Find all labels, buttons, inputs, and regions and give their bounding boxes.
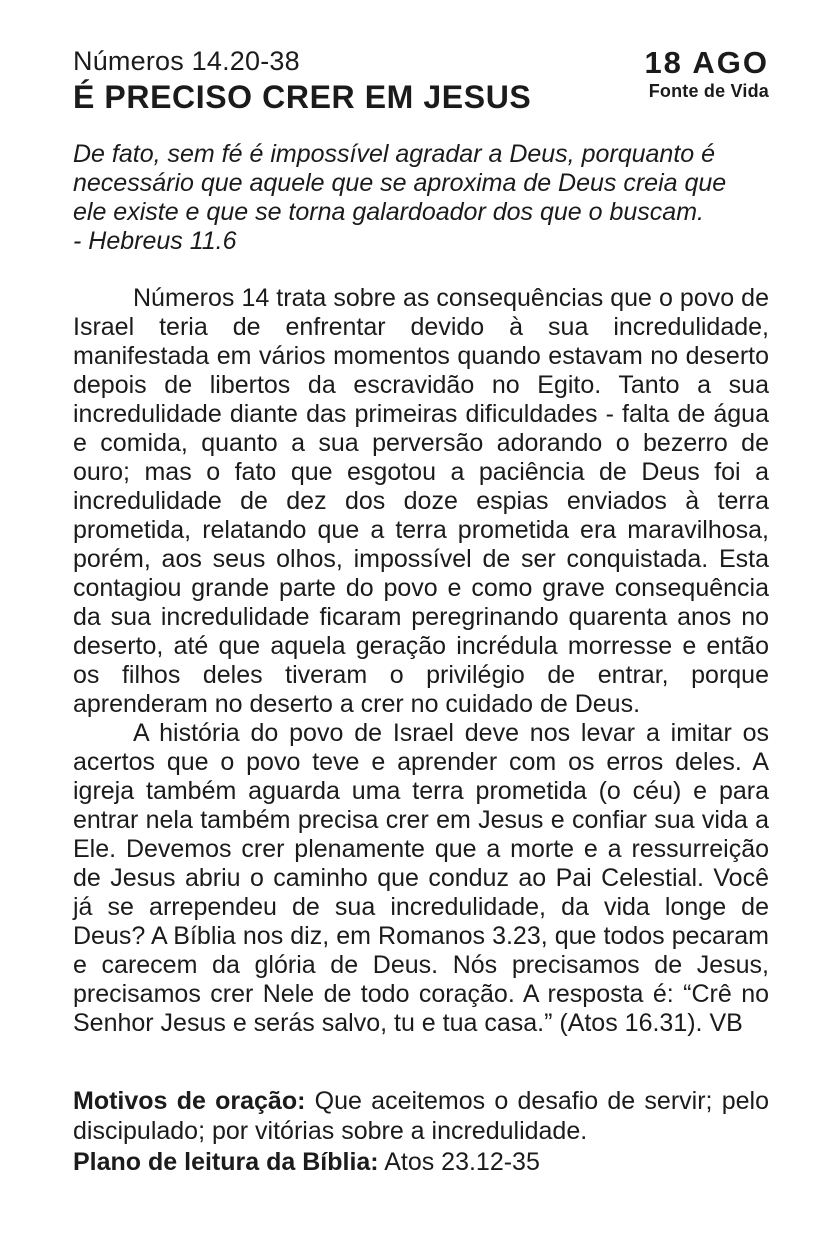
prayer-motives-text: Que aceitemos o desafio de servir; pelo discipulado; por vitórias sobre a incredulidade. <box>73 1087 769 1145</box>
header-left <box>73 46 644 115</box>
page-header <box>73 46 769 115</box>
reading-plan-line <box>73 1147 769 1177</box>
prayer-motives-label: Motivos de oração: <box>73 1087 306 1115</box>
footer-block <box>73 1086 769 1177</box>
body-paragraph: Números 14 trata sobre as consequências que o povo de Israel teria de enfrentar devido à sua incredulidade, manifestada em vários momentos quando estavam no deserto depois de libertos da escravidão no Egito. Tanto a sua incredulidade diante das primeiras dificuldades - falta de água e comida, quanto a sua perversão adorando o bezerro de ouro; mas o fato que esgotou a paciência de Deus foi a incredulidade de dez dos doze espias enviados à terra prometida, relatando que a terra prometida era maravilhosa, porém, aos seus olhos, impossível de ser conquistada. Esta contagiou grande parte do povo e como grave consequência da sua incredulidade ficaram peregrinando quarenta anos no deserto, até que aquela geração incrédula morresse e então os filhos deles tiveram o privilégio de entrar, porque aprenderam no deserto a crer no cuidado de Deus. <box>73 284 769 718</box>
reading-plan-text: Atos 23.12-35 <box>384 1148 540 1176</box>
lesson-title: É PRECISO CRER EM JESUS <box>73 79 532 115</box>
body-text <box>73 284 769 1038</box>
date-label: 18 AGO <box>644 45 769 80</box>
body-paragraph: A história do povo de Israel deve nos levar a imitar os acertos que o povo teve e aprender com os erros deles. A igreja também aguarda uma terra prometida (o céu) e para entrar nela também precisa crer em Jesus e confiar sua vida a Ele. Devemos crer plenamente que a morte e a ressurreição de Jesus abriu o caminho que conduz ao Pai Celestial. Você já se arrependeu de sua incredulidade, da vida longe de Deus? A Bíblia nos diz, em Romanos 3.23, que todos pecaram e carecem da glória de Deus. Nós precisamos de Jesus, precisamos crer Nele de todo coração. A resposta é: “Crê no Senhor Jesus e serás salvo, tu e tua casa.” (Atos 16.31). VB <box>73 719 769 1037</box>
epigraph-source: - Hebreus 11.6 <box>73 227 237 255</box>
epigraph-text: De fato, sem fé é impossível agradar a Deus, porquanto é necessário que aquele que se aproxima de Deus creia que ele existe e que se torna galardoador dos que o buscam. <box>73 140 727 226</box>
header-right <box>644 46 769 102</box>
reading-plan-label: Plano de leitura da Bíblia: <box>73 1148 379 1176</box>
epigraph-block <box>73 140 741 256</box>
publication-name: Fonte de Vida <box>648 81 769 101</box>
prayer-motives-line <box>73 1086 769 1146</box>
scripture-reference: Números 14.20-38 <box>73 46 300 76</box>
